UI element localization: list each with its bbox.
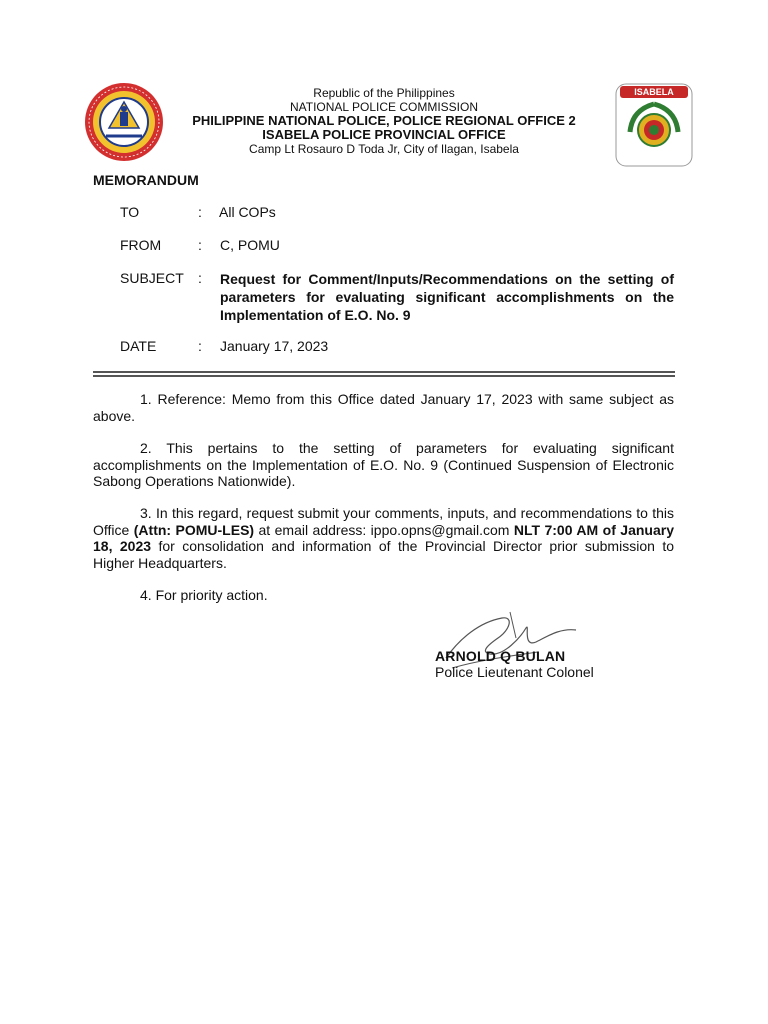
isabela-banner-text: ISABELA [634, 87, 674, 97]
date-label: DATE [120, 338, 157, 354]
header-ippo: ISABELA POLICE PROVINCIAL OFFICE [262, 127, 506, 142]
to-colon: : [198, 204, 202, 220]
signatory-title: Police Lieutenant Colonel [435, 664, 594, 680]
subject-value: Request for Comment/Inputs/Recommendations on the setting of parameters for evaluating significant accomplishments on the Implementation of E.O. No. 9 [220, 271, 674, 323]
paragraph-2: 2. This pertains to the setting of parameters for evaluating significant accomplishments on the Implementation of E.O. No. 9 (Continued Suspension of Electronic Sabong Operations Nationwide). [93, 440, 674, 489]
header-napolcom: NATIONAL POLICE COMMISSION [289, 100, 479, 114]
header-address: Camp Lt Rosauro D Toda Jr, City of Ilagan, Isabela [249, 142, 519, 156]
subject-label: SUBJECT [120, 270, 184, 286]
paragraph-4: 4. For priority action. [140, 587, 268, 603]
memo-title: MEMORANDUM [93, 172, 199, 188]
date-value: January 17, 2023 [220, 338, 329, 354]
from-label: FROM [120, 237, 162, 253]
attention-text: (Attn: POMU-LES) [133, 521, 255, 538]
divider-line [93, 371, 675, 373]
from-colon: : [198, 237, 202, 253]
paragraph-3-email-text: at email address: ippo.opns@gmail.com [254, 521, 514, 538]
subject-colon: : [198, 270, 202, 286]
to-label: TO [120, 204, 140, 220]
divider-line [93, 375, 675, 377]
isabela-ppo-logo [614, 82, 694, 168]
letterhead [168, 86, 600, 156]
date-colon: : [198, 338, 202, 354]
signatory-name: ARNOLD Q BULAN [435, 648, 566, 664]
header-pro2: PHILIPPINE NATIONAL POLICE, POLICE REGIONAL OFFICE 2 [192, 113, 576, 128]
paragraph-3-end-text: for consolidation and information of the Provincial Director prior submission to Higher Headquarters. [93, 538, 674, 571]
from-value: C, POMU [220, 237, 280, 253]
paragraph-1: 1. Reference: Memo from this Office dated January 17, 2023 with same subject as above. [93, 391, 674, 424]
deadline-text: NLT 7:00 AM of January 18, 2023 [93, 521, 674, 554]
paragraph-3 [93, 505, 674, 571]
to-value: All COPs [219, 204, 276, 220]
pnp-seal-logo [84, 82, 164, 162]
paragraph-3-text: 3. In this regard, request submit your comments, inputs, and recommendations to this Office [93, 505, 674, 538]
header-republic: Republic of the Philippines [313, 86, 455, 100]
